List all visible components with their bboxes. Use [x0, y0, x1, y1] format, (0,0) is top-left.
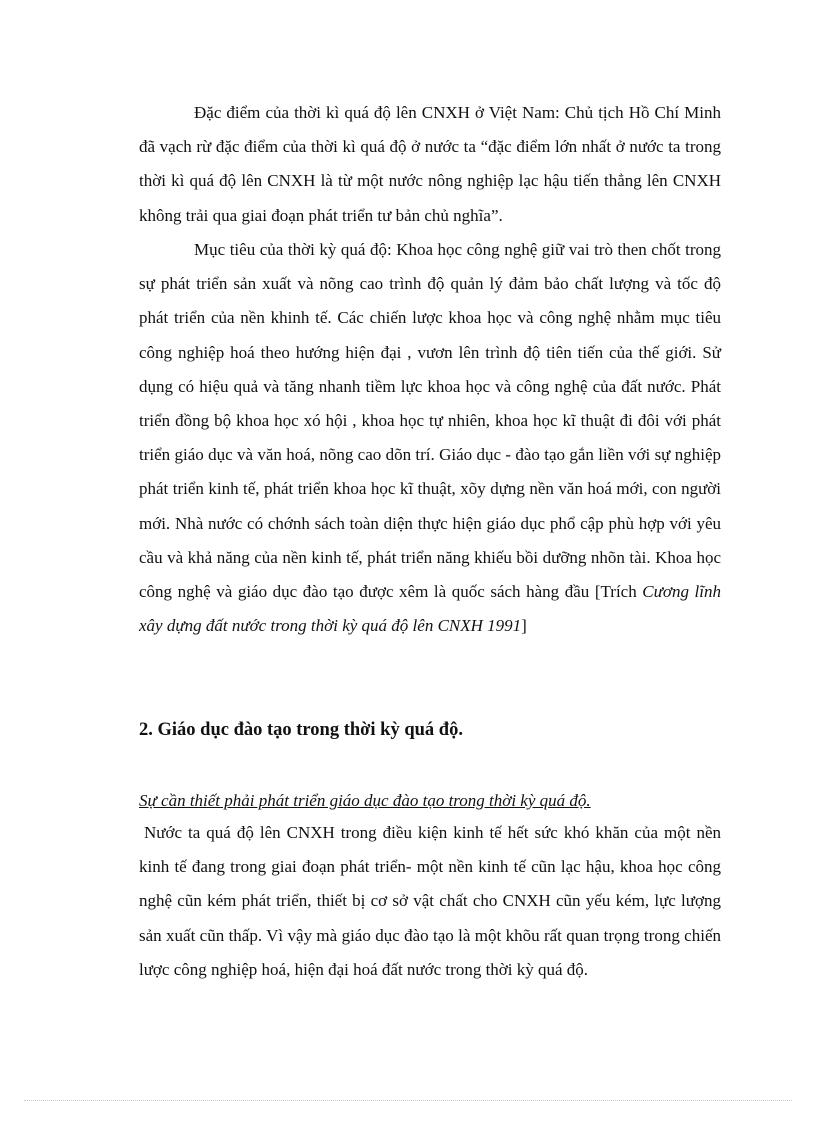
section-subheading: Sự cần thiết phải phát triển giáo dục đào tạo trong thời kỳ quá độ. [139, 791, 591, 810]
citation-close-bracket: ] [521, 616, 527, 636]
citation-title: Cương lĩnh xây dựng đất nước trong thời kỳ quá độ lên CNXH 1991 [139, 582, 721, 636]
paragraph-characteristics: Đặc điểm của thời kì quá độ lên CNXH ở Việt Nam: Chủ tịch Hồ Chí Minh đã vạch rừ đặc điểm của thời kì quá độ ở nước ta “đặc điểm lớn nhất ở nước ta trong thời kì quá độ lên CNXH là từ một nước nông nghiệp lạc hậu tiến thẳng lên CNXH không trải qua giai đoạn phát triển tư bản chủ nghĩa”. [139, 103, 721, 225]
paragraph-objectives-text: Mục tiêu của thời kỳ quá độ: Khoa học công nghệ giữ vai trò then chốt trong sự phát triển sản xuất và nõng cao trình độ quản lý đảm bảo chất lượng và tốc độ phát triển của nền khinh tế. Các chiến lược khoa học và công nghệ nhằm mục tiêu công nghiệp hoá theo hướng hiện đại , vươn lên trình độ tiên tiến của thế giới. Sử dụng có hiệu quả và tăng nhanh tiềm lực khoa học và công nghệ của đất nước. Phát triển đồng bộ khoa học xó hội , khoa học tự nhiên, khoa học kĩ thuật đi đôi với phát triển giáo dục và văn hoá, nõng cao dõn trí. Giáo dục - đào tạo gắn liền với sự nghiệp phát triển kinh tế, phát triển khoa học kĩ thuật, xõy dựng nền văn hoá mới, con người mới. Nhà nước có chớnh sách toàn diện thực hiện giáo dục phổ cập phù hợp với yêu cầu và khả năng của nền kinh tế, phát triển năng khiếu bồi dưỡng nhõn tài. Khoa học công nghệ và giáo dục đào tạo được xêm là quốc sách hàng đầu [Trích [139, 240, 721, 602]
section-heading: 2. Giáo dục đào tạo trong thời kỳ quá độ. [139, 720, 463, 740]
paragraph-objectives [139, 233, 721, 643]
paragraph-necessity: Nước ta quá độ lên CNXH trong điều kiện kinh tế hết sức khó khăn của một nền kinh tế đang trong giai đoạn phát triển- một nền kinh tế cũn lạc hậu, khoa học công nghệ cũn kém phát triển, thiết bị cơ sở vật chất cho CNXH cũn yếu kém, lực lượng sản xuất cũn thấp. Vì vậy mà giáo dục đào tạo là một khõu rất quan trọng trong chiến lược công nghiệp hoá, hiện đại hoá đất nước trong thời kỳ quá độ. [139, 823, 721, 979]
page-bottom-divider [24, 1100, 792, 1101]
